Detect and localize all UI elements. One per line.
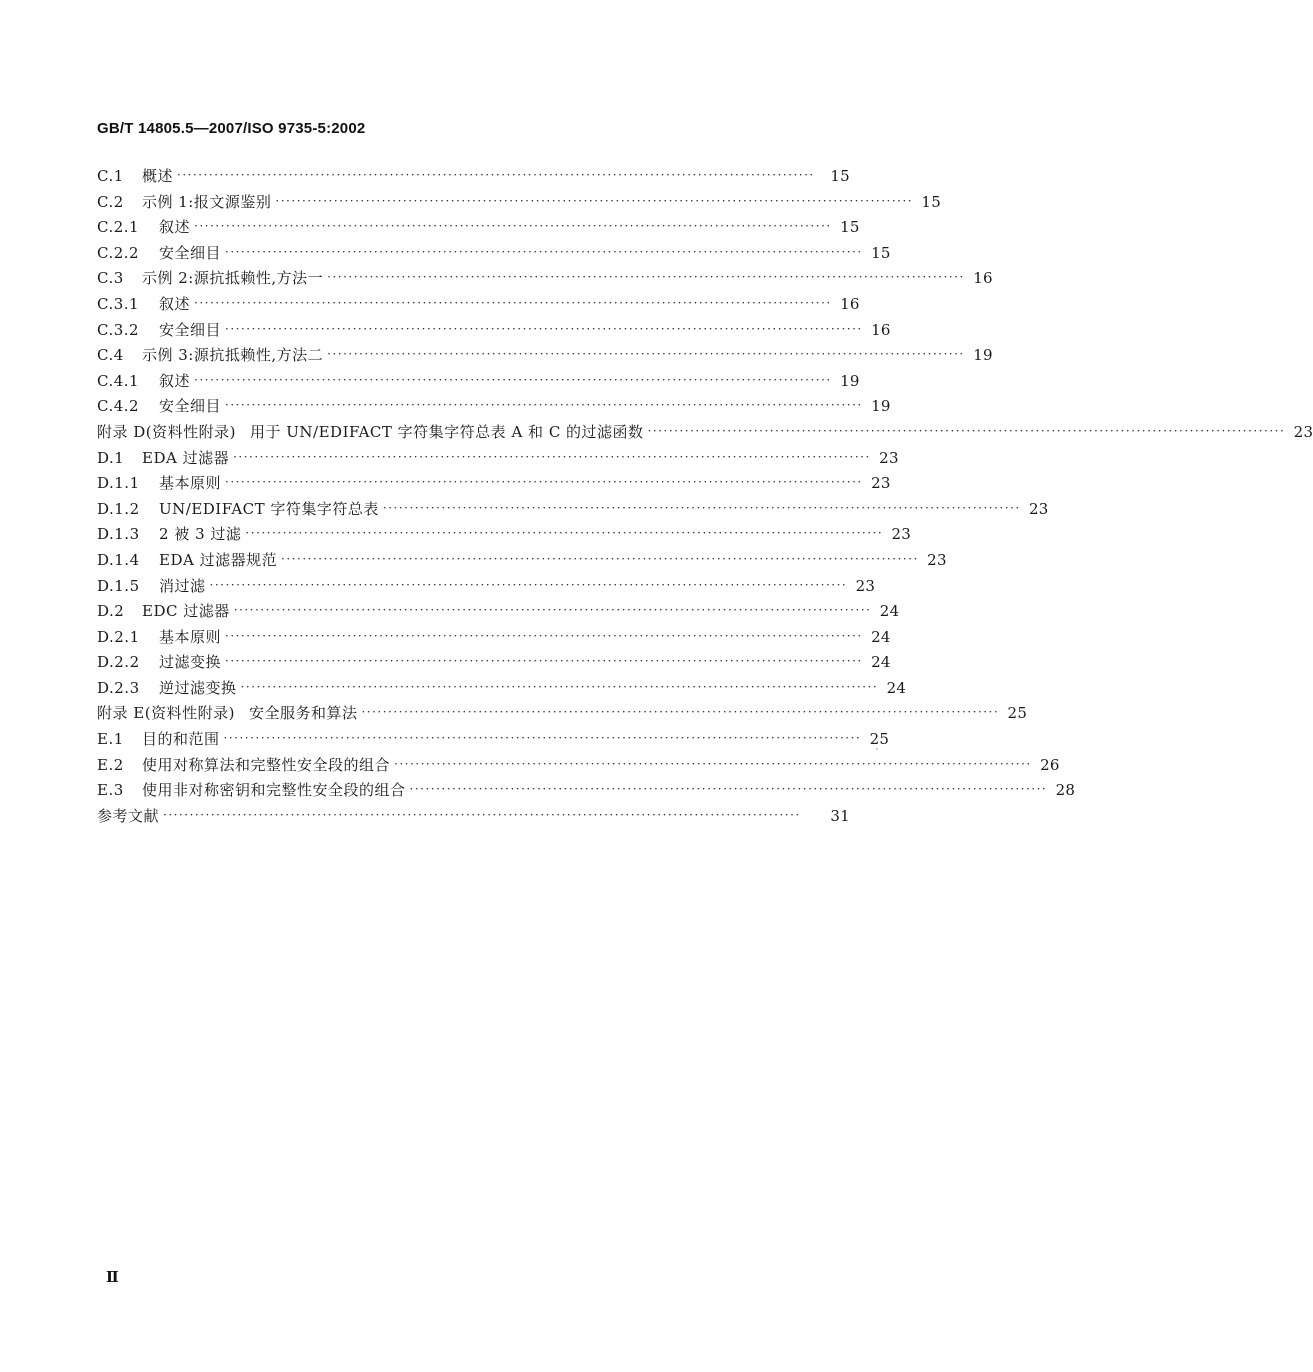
toc-entry-number: D.1.3 bbox=[97, 525, 140, 544]
toc-entry[interactable] bbox=[97, 522, 912, 548]
toc-entry-number: D.2.2 bbox=[97, 653, 140, 672]
dot-leader: ························································································································ bbox=[223, 731, 862, 746]
toc-entry[interactable] bbox=[97, 241, 891, 267]
toc-entry-title: 示例 2:源抗抵赖性,方法一 bbox=[142, 269, 324, 288]
toc-entry-page: 24 bbox=[871, 627, 891, 646]
toc-entry[interactable] bbox=[97, 548, 947, 574]
dot-leader: ························································································································ bbox=[225, 475, 863, 490]
toc-entry-title: 安全服务和算法 bbox=[248, 704, 358, 723]
toc-entry[interactable] bbox=[97, 471, 891, 497]
toc-entry-number: D.1 bbox=[97, 448, 125, 467]
dot-leader: ························································································································ bbox=[233, 603, 872, 618]
toc-entry-page: 23 bbox=[871, 474, 891, 493]
toc-entry-number: C.3.2 bbox=[97, 320, 140, 339]
toc-entry-page: 15 bbox=[840, 218, 860, 237]
toc-entry-page: 19 bbox=[871, 397, 891, 416]
toc-entry[interactable] bbox=[97, 727, 890, 753]
toc-entry-number: C.3 bbox=[97, 269, 124, 288]
toc-entry-page: 24 bbox=[871, 653, 891, 672]
toc-entry-page: 15 bbox=[871, 243, 891, 262]
toc-entry-number: E.1 bbox=[97, 730, 124, 749]
table-of-contents bbox=[97, 164, 1313, 829]
toc-entry-title: 使用非对称密钥和完整性安全段的组合 bbox=[142, 781, 406, 800]
toc-entry[interactable] bbox=[97, 343, 993, 369]
dot-leader: ························································································································ bbox=[225, 244, 863, 259]
toc-entry-title: 安全细目 bbox=[159, 320, 222, 339]
toc-entry-title: 逆过滤变换 bbox=[159, 678, 237, 697]
toc-entry-title: 2 被 3 过滤 bbox=[159, 525, 242, 544]
toc-entry-title: 叙述 bbox=[159, 218, 191, 237]
dot-leader: ························································································································ bbox=[194, 295, 832, 310]
toc-entry[interactable] bbox=[97, 804, 850, 830]
toc-entry[interactable] bbox=[97, 778, 1076, 804]
toc-entry[interactable] bbox=[97, 446, 899, 472]
toc-entry-title: 叙述 bbox=[159, 294, 191, 313]
toc-entry-number: C.2.2 bbox=[97, 243, 140, 262]
dot-leader: ························································································································ bbox=[225, 321, 863, 336]
toc-entry-title: 消过滤 bbox=[159, 576, 206, 595]
toc-entry-number: D.1.2 bbox=[97, 499, 140, 518]
toc-entry[interactable] bbox=[97, 394, 891, 420]
dot-leader: ························································································································ bbox=[240, 679, 879, 694]
page-number: Ⅱ bbox=[106, 1270, 119, 1286]
dot-leader: ························································································································ bbox=[233, 449, 871, 464]
toc-entry-page: 15 bbox=[921, 192, 942, 211]
toc-entry-number: D.1.4 bbox=[97, 550, 140, 569]
toc-entry-title: 示例 1:报文源鉴别 bbox=[142, 192, 272, 211]
toc-entry-title: 叙述 bbox=[159, 371, 191, 390]
toc-entry-page: 24 bbox=[886, 678, 907, 697]
toc-entry-title: 基本原则 bbox=[159, 627, 222, 646]
toc-entry[interactable] bbox=[97, 292, 860, 318]
toc-entry[interactable] bbox=[97, 676, 907, 702]
toc-entry-number: D.2.1 bbox=[97, 627, 140, 646]
toc-entry-title: 使用对称算法和完整性安全段的组合 bbox=[142, 755, 391, 774]
toc-entry[interactable] bbox=[97, 701, 1028, 727]
toc-entry-number: 附录 E(资料性附录) bbox=[97, 704, 235, 723]
toc-entry-page: 23 bbox=[927, 550, 947, 569]
dot-leader: ························································································································ bbox=[209, 577, 848, 592]
toc-entry[interactable] bbox=[97, 650, 891, 676]
toc-entry[interactable] bbox=[97, 574, 876, 600]
toc-entry-number: D.1.5 bbox=[97, 576, 140, 595]
toc-entry-number: C.2.1 bbox=[97, 218, 140, 237]
dot-leader: ························································································································ bbox=[225, 398, 863, 413]
toc-entry-page: 25 bbox=[1007, 704, 1028, 723]
toc-entry-number: D.2.3 bbox=[97, 678, 140, 697]
scan-artifact bbox=[876, 748, 878, 750]
toc-entry-page: 23 bbox=[855, 576, 876, 595]
toc-entry-number: 附录 D(资料性附录) bbox=[97, 422, 236, 441]
toc-entry-page: 23 bbox=[1293, 422, 1313, 441]
toc-entry-title: 示例 3:源抗抵赖性,方法二 bbox=[142, 346, 324, 365]
dot-leader: ························································································································ bbox=[194, 219, 832, 234]
toc-entry-title: UN/EDIFACT 字符集字符总表 bbox=[159, 499, 379, 518]
toc-entry-page: 19 bbox=[840, 371, 860, 390]
toc-entry-page: 19 bbox=[973, 346, 993, 365]
toc-entry-number: D.1.1 bbox=[97, 474, 140, 493]
toc-entry-page: 23 bbox=[1028, 499, 1049, 518]
dot-leader: ························································································································ bbox=[245, 526, 884, 541]
toc-entry-page: 25 bbox=[869, 730, 890, 749]
toc-entry[interactable] bbox=[97, 215, 860, 241]
dot-leader: ························································································································ bbox=[225, 628, 863, 643]
toc-entry-page: 15 bbox=[830, 167, 850, 185]
toc-entry-number: E.3 bbox=[97, 781, 124, 800]
toc-entry-title: 过滤变换 bbox=[159, 653, 222, 672]
dot-leader: ························································································································ bbox=[194, 372, 832, 387]
dot-leader: ························································································································ bbox=[647, 423, 1286, 438]
toc-entry[interactable] bbox=[97, 599, 900, 625]
dot-leader: ························································································································ bbox=[327, 270, 965, 285]
toc-entry[interactable] bbox=[97, 266, 993, 292]
toc-entry-number: D.2 bbox=[97, 602, 125, 621]
toc-entry-page: 16 bbox=[871, 320, 891, 339]
toc-entry-number: C.4.1 bbox=[97, 371, 140, 390]
dot-leader: ························································································································ bbox=[281, 551, 919, 566]
dot-leader: ························································································································ bbox=[177, 168, 815, 182]
toc-entry-title: EDA 过滤器 bbox=[142, 448, 230, 467]
toc-entry-page: 23 bbox=[879, 448, 899, 467]
dot-leader: ························································································································ bbox=[327, 347, 965, 362]
toc-entry-number: C.4.2 bbox=[97, 397, 140, 416]
toc-entry[interactable] bbox=[97, 497, 1049, 523]
toc-entry-title: 安全细目 bbox=[159, 397, 222, 416]
toc-entry-page: 28 bbox=[1055, 781, 1076, 800]
toc-entry[interactable] bbox=[97, 625, 891, 651]
toc-entry-title: 基本原则 bbox=[159, 474, 222, 493]
toc-entry-page: 16 bbox=[840, 294, 860, 313]
toc-entry[interactable] bbox=[97, 318, 891, 344]
toc-entry-number: C.2 bbox=[97, 192, 124, 211]
toc-entry-number: C.3.1 bbox=[97, 294, 140, 313]
dot-leader: ························································································································ bbox=[361, 705, 1000, 720]
toc-entry[interactable] bbox=[97, 420, 1313, 446]
toc-entry-number: C.4 bbox=[97, 346, 124, 365]
toc-entry[interactable] bbox=[97, 164, 850, 190]
toc-entry-number: E.2 bbox=[97, 755, 124, 774]
toc-entry-title: EDC 过滤器 bbox=[142, 602, 230, 621]
toc-entry[interactable] bbox=[97, 369, 860, 395]
toc-entry-title: 用于 UN/EDIFACT 字符集字符总表 A 和 C 的过滤函数 bbox=[250, 422, 644, 441]
toc-entry-page: 31 bbox=[830, 806, 850, 825]
toc-entry-number: C.1 bbox=[97, 167, 124, 185]
toc-entry-title: 参考文献 bbox=[97, 806, 160, 825]
dot-leader: ························································································································ bbox=[409, 782, 1048, 797]
toc-entry-page: 26 bbox=[1040, 755, 1060, 774]
toc-entry-page: 24 bbox=[879, 602, 900, 621]
toc-entry[interactable] bbox=[97, 753, 1060, 779]
toc-entry[interactable] bbox=[97, 190, 942, 216]
dot-leader: ························································································································ bbox=[382, 500, 1021, 515]
toc-entry-title: EDA 过滤器规范 bbox=[159, 550, 278, 569]
toc-entry-title: 安全细目 bbox=[159, 243, 222, 262]
toc-entry-title: 概述 bbox=[142, 167, 174, 185]
dot-leader: ························································································································ bbox=[163, 807, 801, 822]
standard-code-header: GB/T 14805.5—2007/ISO 9735-5:2002 bbox=[97, 120, 366, 137]
dot-leader: ························································································································ bbox=[394, 756, 1032, 771]
dot-leader: ························································································································ bbox=[225, 654, 863, 669]
dot-leader: ························································································································ bbox=[275, 193, 914, 208]
toc-entry-page: 23 bbox=[891, 525, 912, 544]
toc-entry-title: 目的和范围 bbox=[142, 730, 220, 749]
toc-entry-page: 16 bbox=[973, 269, 993, 288]
